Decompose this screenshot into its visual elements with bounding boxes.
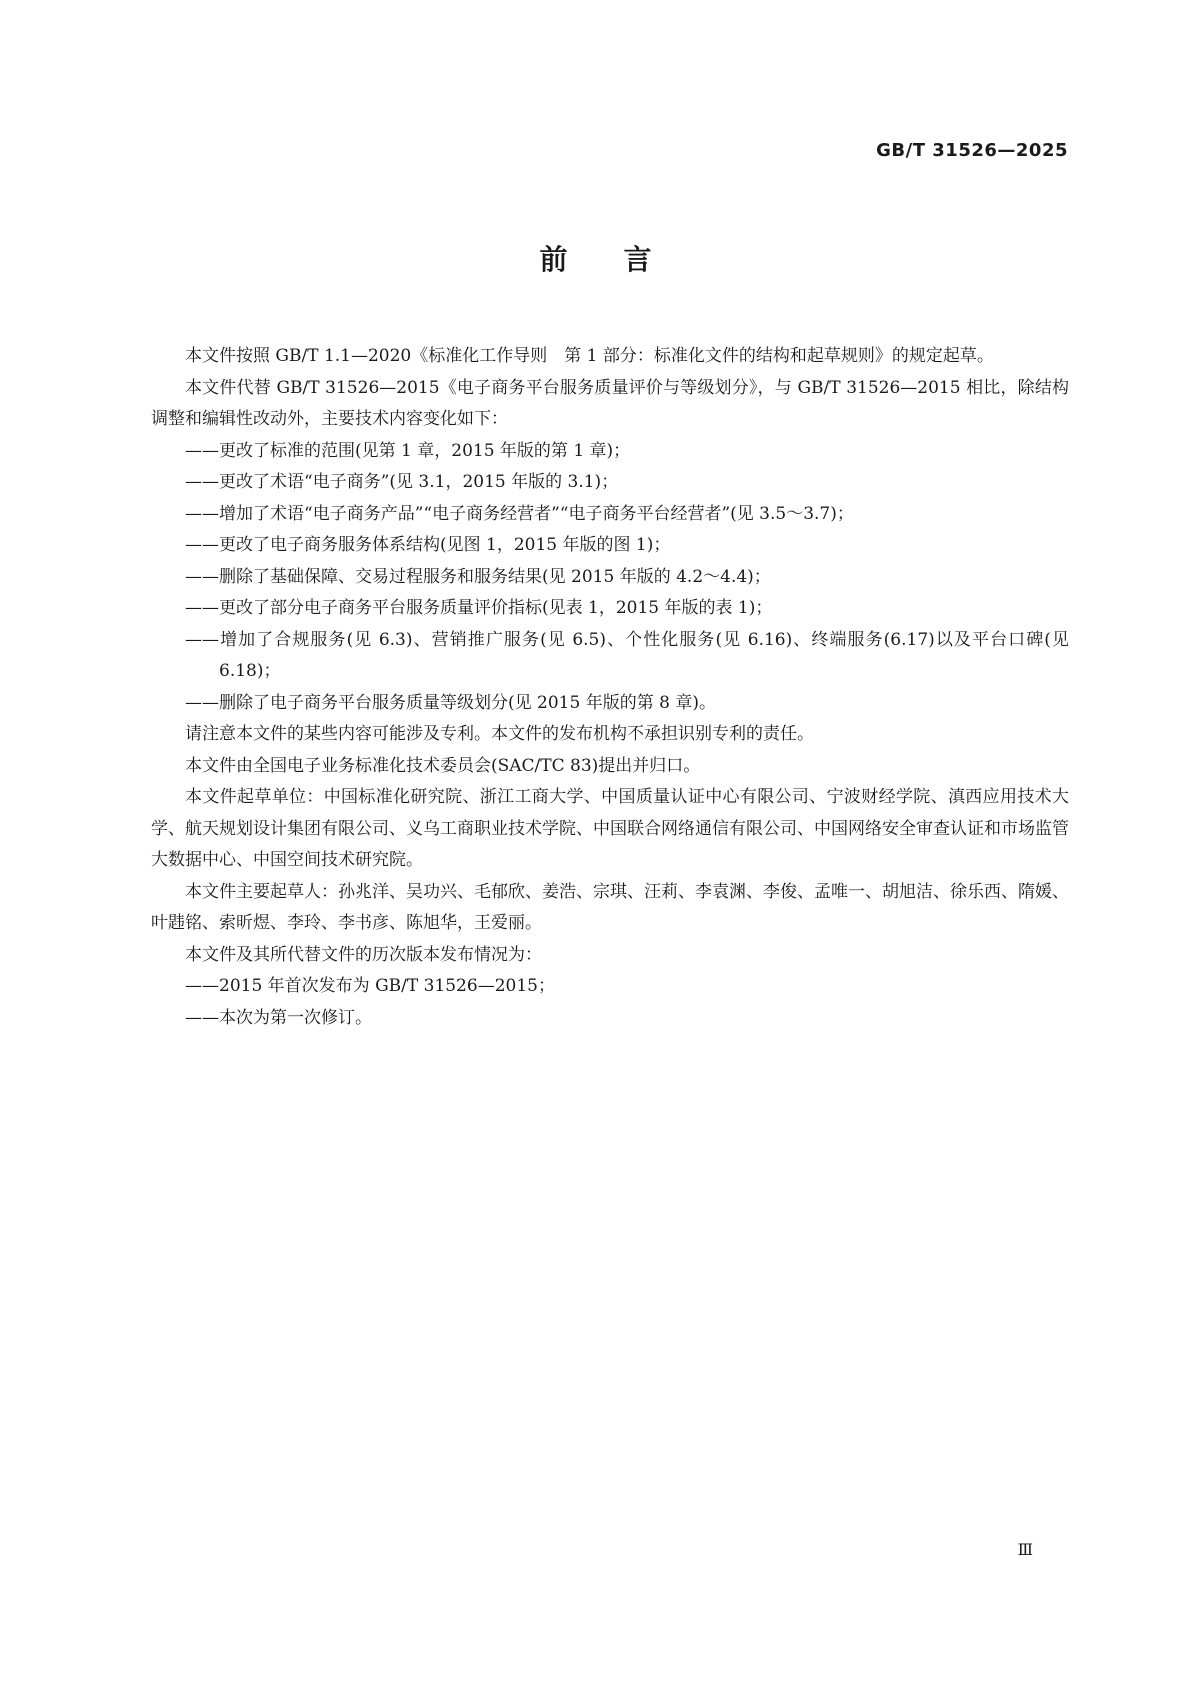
paragraph-drafting-units: 本文件起草单位：中国标准化研究院、浙江工商大学、中国质量认证中心有限公司、宁波财经学院、滇西应用技术大学、航天规划设计集团有限公司、义乌工商职业技术学院、中国联合网络通信有限公司、中国网络安全审查认证和市场监管大数据中心、中国空间技术研究院。 [151, 787, 1069, 870]
change-item: ——删除了基础保障、交易过程服务和服务结果(见 2015 年版的 4.2～4.4)； [185, 566, 771, 587]
history-item: ——本次为第一次修订。 [185, 1007, 372, 1028]
paragraph-history-intro: 本文件及其所代替文件的历次版本发布情况为： [185, 944, 542, 965]
paragraph-proposer: 本文件由全国电子业务标准化技术委员会(SAC/TC 83)提出并归口。 [185, 755, 701, 776]
paragraph-drafters: 本文件主要起草人：孙兆洋、吴功兴、毛郁欣、姜浩、宗琪、汪莉、李袁渊、李俊、孟唯一、胡旭洁、徐乐西、隋媛、叶韪铭、索昕煜、李玲、李书彦、陈旭华，王爱丽。 [151, 881, 1069, 933]
change-item: ——更改了电子商务服务体系结构(见图 1，2015 年版的图 1)； [185, 535, 671, 555]
foreword-body [151, 341, 1069, 1034]
page-title: 前言 [539, 243, 708, 276]
paragraph-patent-notice: 请注意本文件的某些内容可能涉及专利。本文件的发布机构不承担识别专利的责任。 [185, 724, 814, 744]
paragraph-drafting-rules: 本文件按照 GB/T 1.1—2020《标准化工作导则 第 1 部分：标准化文件的结构和起草规则》的规定起草。 [185, 346, 994, 366]
change-item: ——更改了标准的范围(见第 1 章，2015 年版的第 1 章)； [185, 440, 631, 461]
paragraph-replacement: 本文件代替 GB/T 31526—2015《电子商务平台服务质量评价与等级划分》，与 GB/T 31526—2015 相比，除结构调整和编辑性改动外，主要技术内容变化如下： [151, 377, 1069, 429]
change-item: ——删除了电子商务平台服务质量等级划分(见 2015 年版的第 8 章)。 [185, 692, 716, 713]
page-number: Ⅲ [1017, 1540, 1033, 1559]
change-item: ——增加了合规服务(见 6.3)、营销推广服务(见 6.5)、个性化服务(见 6.16)、终端服务(6.17)以及平台口碑(见 6.18)； [185, 629, 1069, 681]
change-item: ——更改了术语“电子商务”(见 3.1，2015 年版的 3.1)； [185, 472, 619, 492]
change-item: ——增加了术语“电子商务产品”“电子商务经营者”“电子商务平台经营者”(见 3.5～3.7)； [185, 503, 854, 524]
standard-code: GB/T 31526—2025 [876, 140, 1068, 161]
change-item: ——更改了部分电子商务平台服务质量评价指标(见表 1，2015 年版的表 1)； [185, 598, 773, 618]
history-item: ——2015 年首次发布为 GB/T 31526—2015； [185, 976, 555, 996]
